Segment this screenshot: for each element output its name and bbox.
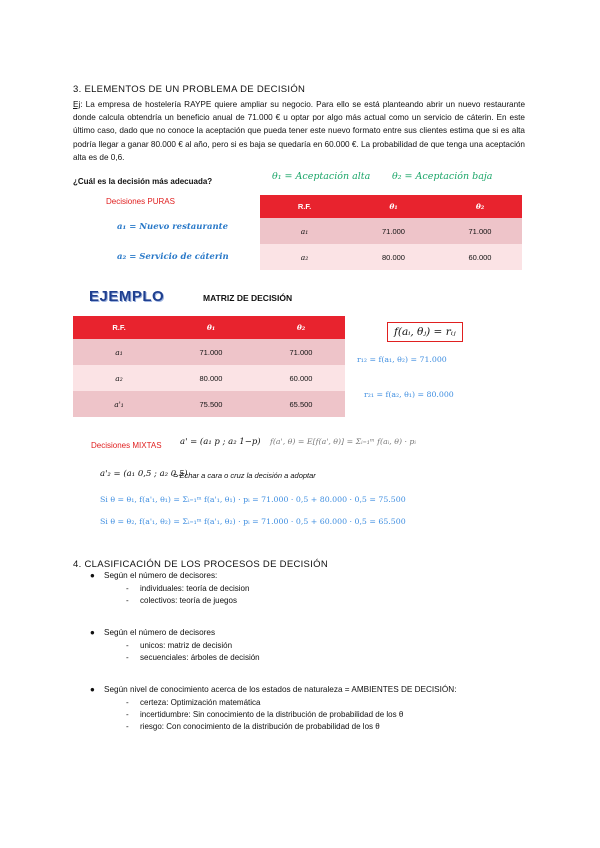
table1-header: θ₁ (389, 202, 398, 211)
list-item: - individuales: teoría de decision (126, 584, 250, 593)
example-paragraph (73, 98, 525, 164)
table2-cell: 71.000 (199, 347, 223, 357)
theta1-definition: θ₁ = Aceptación alta (272, 171, 371, 182)
table-row (73, 365, 345, 391)
table-row (73, 339, 345, 365)
table2-header: θ₂ (296, 323, 306, 332)
mixed-decisions-label: Decisiones MIXTAS (91, 441, 162, 450)
list-item: - unicos: matriz de decisión (126, 641, 233, 650)
formula-box: f(aᵢ, θⱼ) = rᵢⱼ (387, 322, 463, 342)
table1-cell: 60.000 (468, 252, 492, 262)
table2-header: R.F. (112, 323, 126, 332)
list-item: - certeza: Optimización matemática (126, 698, 261, 707)
ejemplo-title: EJEMPLO (89, 288, 165, 305)
coin-definition: a'₂ = (a₁ 0,5 ; a₂ 0,5) (100, 469, 188, 479)
list-item: - secuenciales: árboles de decisión (126, 653, 260, 662)
table2-cell: a₂ (115, 373, 123, 383)
example-text: : La empresa de hostelería RAYPE quiere ampliar su negocio. Para ello se está planteando abrir un nuevo restaurante donde calcula obtendría un beneficio anual de 71.000 € u optar por algo más actual como un servicio de cáterin. En este último caso, dado que no conoce la aceptación que pueda tener este nuevo formato entre sus clientes estima que si es alta podría llegar a ganar 80.000 € al año, pero si es baja se quedaría en 60.000 €. La probabilidad de que tenga una aceptación alta es de 0,6. (73, 100, 525, 162)
list-item: - colectivos: teoría de juegos (126, 596, 237, 605)
table1-header: R.F. (297, 202, 312, 211)
list-item: ● Según nivel de conocimiento acerca de los estados de naturaleza = AMBIENTES DE DECISIÓN: (90, 685, 457, 694)
mixed-expectation: f(a', θ) = E[f(a', θ)] = Σᵢ₌₁ᵐ f(aᵢ, θ) · pᵢ (270, 437, 416, 446)
decision-table-1 (260, 195, 522, 270)
question: ¿Cuál es la decisión más adecuada? (73, 177, 213, 186)
pure-decisions-label: Decisiones PURAS (106, 197, 175, 206)
table2-cell: a₁ (115, 347, 123, 357)
table2-cell: 60.000 (289, 373, 313, 383)
table2-cell: 80.000 (199, 373, 223, 383)
section3-title: 3. ELEMENTOS DE UN PROBLEMA DE DECISIÓN (73, 84, 306, 95)
matrix-title: MATRIZ DE DECISIÓN (203, 293, 293, 303)
r12-formula: r₁₂ = f(a₁, θ₂) = 71.000 (357, 355, 447, 364)
example-prefix: Ej (73, 100, 81, 109)
classification-list (90, 571, 540, 734)
a1-definition: a₁ = Nuevo restaurante (117, 222, 228, 232)
table2-cell: 65.500 (289, 399, 313, 409)
a2-definition: a₂ = Servicio de cáterin (117, 252, 229, 262)
table1-cell: a₂ (300, 252, 309, 262)
table2-cell: 71.000 (289, 347, 313, 357)
list-item: - incertidumbre: Sin conocimiento de la distribución de probabilidad de los θ (126, 710, 404, 719)
table2-cell: a'₁ (114, 399, 124, 409)
table1-cell: 71.000 (468, 226, 492, 236)
list-item: ● Según el número de decisores: (90, 571, 218, 580)
table-row (73, 391, 345, 417)
list-item: - riesgo: Con conocimiento de la distribución de probabilidad de los θ (126, 722, 380, 731)
section4-title: 4. CLASIFICACIÓN DE LOS PROCESOS DE DECISIÓN (73, 559, 328, 570)
table1-cell: 80.000 (382, 252, 405, 262)
decision-table-2 (73, 316, 345, 417)
table-row (260, 244, 522, 270)
theta2-definition: θ₂ = Aceptación baja (392, 171, 493, 182)
table2-cell: 75.500 (199, 399, 223, 409)
table1-cell: a₁ (300, 226, 309, 236)
calc-theta1: Si θ = θ₁, f(a'₁, θ₁) = Σᵢ₌₁ᵐ f(a'₁, θ₁) · pᵢ = 71.000 · 0,5 + 80.000 · 0,5 = 75.500 (100, 495, 406, 504)
coin-text: = Echar a cara o cruz la decisión a adoptar (173, 471, 316, 480)
list-item: ● Según el número de decisores (90, 628, 216, 637)
table2-header: θ₁ (206, 323, 216, 332)
r21-formula: r₂₁ = f(a₂, θ₁) = 80.000 (364, 390, 454, 399)
table-row (260, 218, 522, 244)
table1-header: θ₂ (475, 202, 485, 211)
table1-cell: 71.000 (382, 226, 405, 236)
mixed-definition: a' = (a₁ p ; a₂ 1−p) (180, 437, 261, 447)
calc-theta2: Si θ = θ₂, f(a'₁, θ₂) = Σᵢ₌₁ᵐ f(a'₁, θ₂) · pᵢ = 71.000 · 0,5 + 60.000 · 0,5 = 65.500 (100, 517, 406, 526)
